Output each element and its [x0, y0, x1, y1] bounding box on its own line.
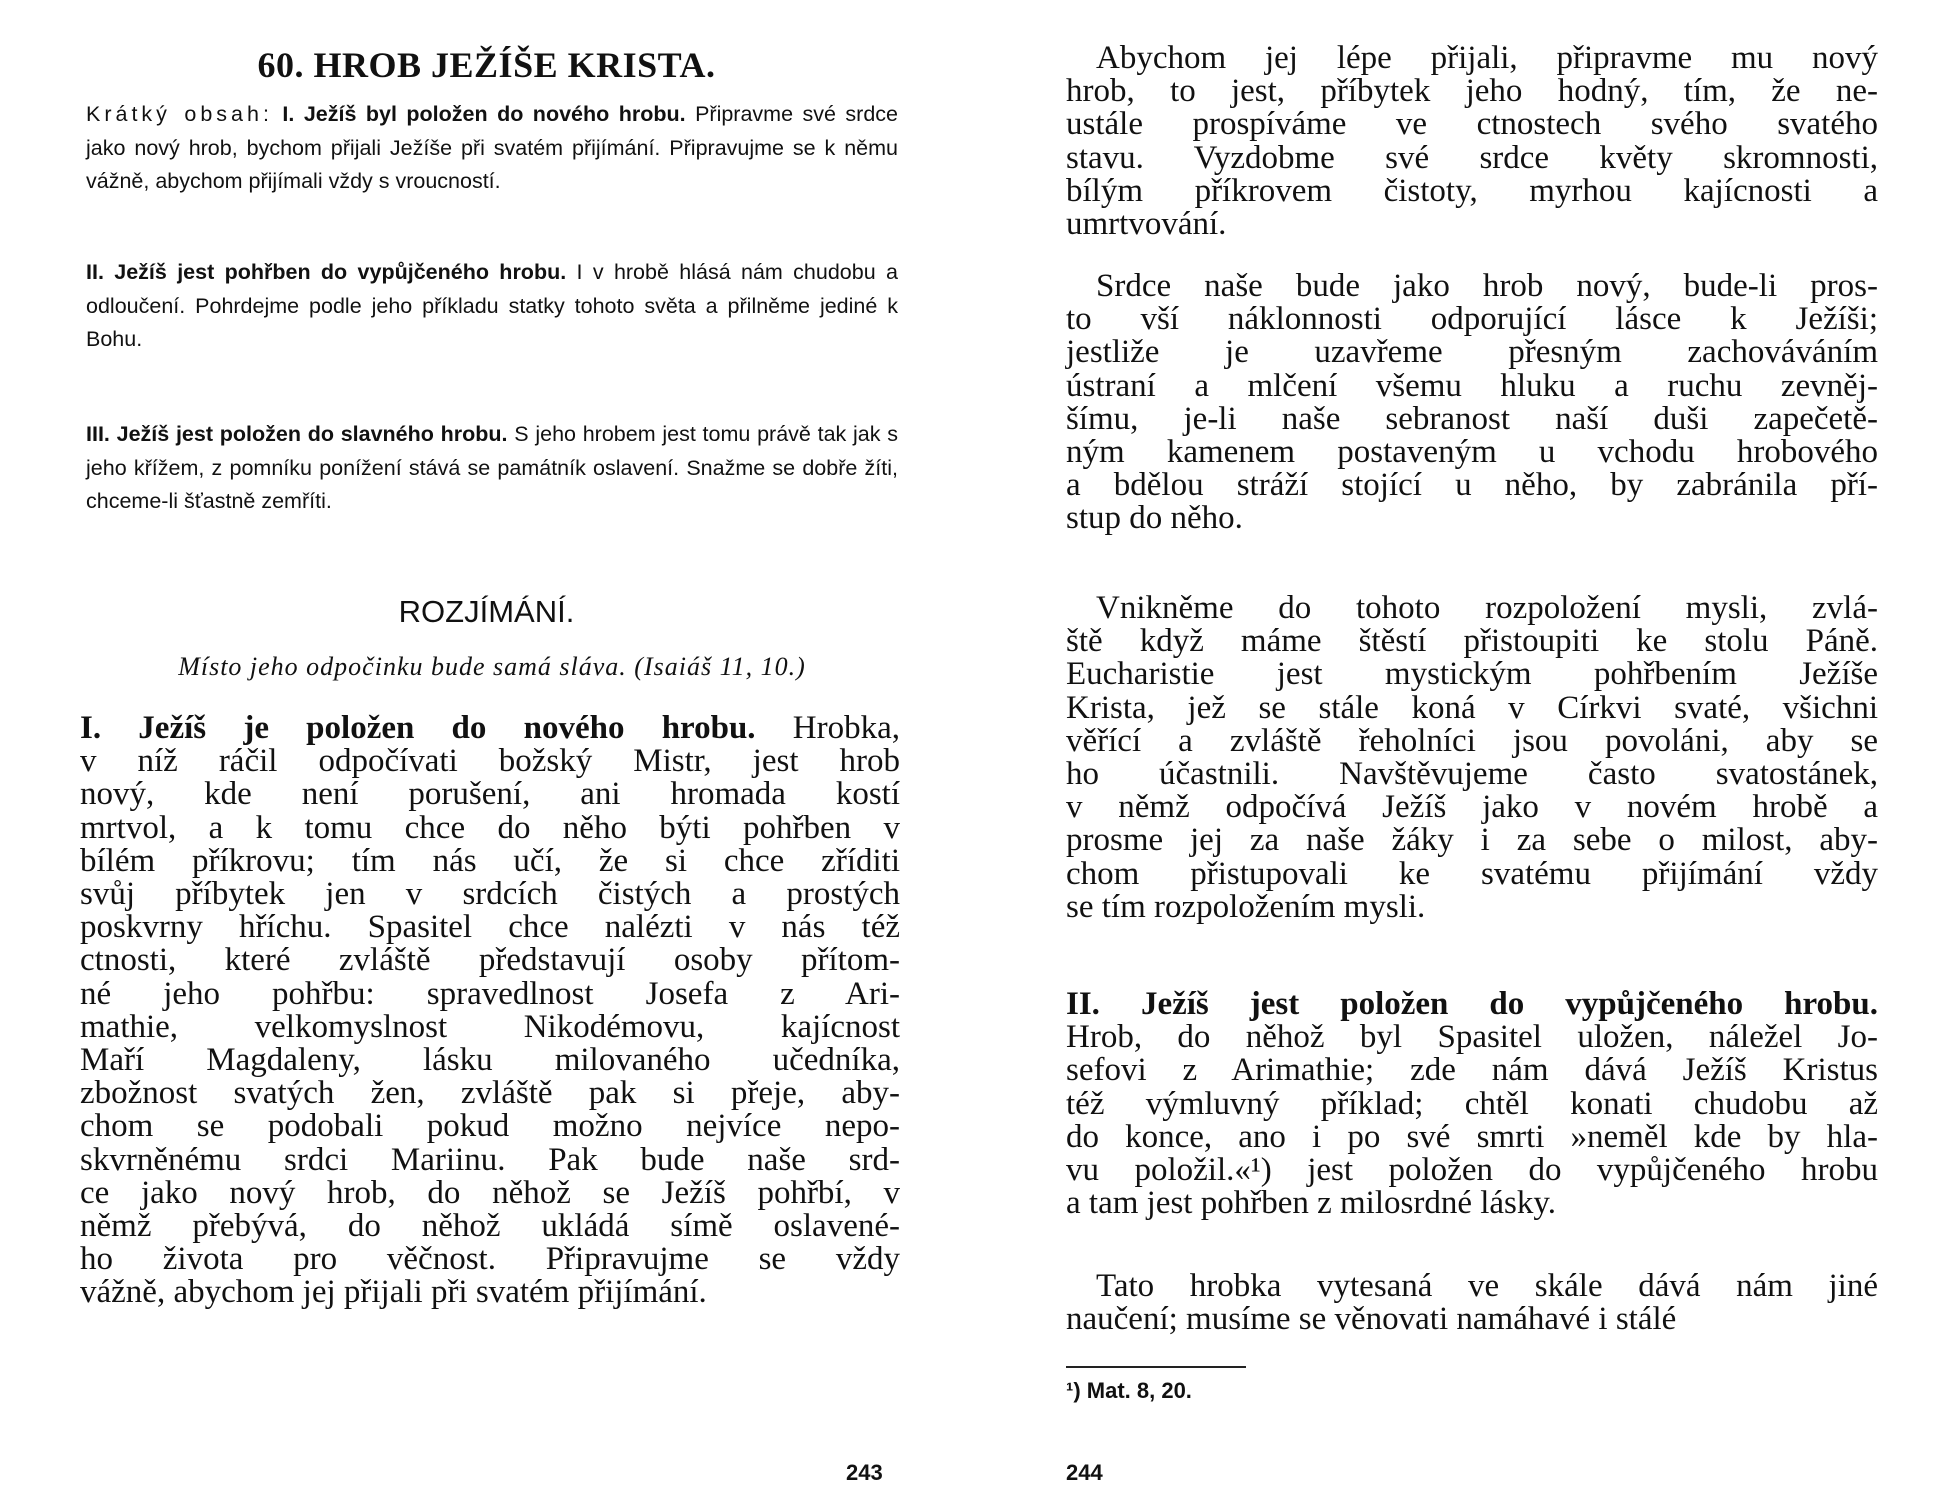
line-text: němž přebývá, do něhož ukládá símě oslavené- — [80, 1208, 900, 1245]
text-line — [1066, 1187, 1878, 1220]
line-text: ce jako nový hrob, do něhož se Ježíš pohřbí, v — [80, 1174, 900, 1211]
line-text: poskvrny hříchu. Spasitel chce nalézti v nás též — [80, 909, 900, 946]
summary-point-1 — [86, 98, 898, 199]
text-line — [1066, 855, 1878, 892]
text-line — [1066, 400, 1878, 437]
line-text: mathie, velkomyslnost Nikodémovu, kajícnost — [80, 1008, 900, 1045]
text-line — [1066, 502, 1878, 535]
text-line — [80, 1110, 900, 1143]
text-line — [1066, 1054, 1878, 1087]
text-line — [1066, 625, 1878, 658]
text-line — [1066, 303, 1878, 336]
line-text: vu položil.«¹) jest položen do vypůjčeného hrobu — [1066, 1152, 1878, 1189]
text-line — [80, 975, 900, 1012]
paragraph — [1066, 592, 1878, 924]
page-number: 243 — [846, 1460, 883, 1485]
text-line — [1066, 336, 1878, 369]
text-line — [1066, 689, 1878, 726]
text-line — [1066, 592, 1878, 625]
text-line — [80, 1174, 900, 1211]
line-text: Hrob, do něhož byl Spasitel uložen, náležel Jo- — [1066, 1019, 1878, 1056]
text-line — [1066, 658, 1878, 691]
text-line — [1066, 108, 1878, 141]
line-text: Krista, jež se stále koná v Církvi svaté, všichni — [1066, 689, 1878, 726]
paragraph — [1066, 988, 1878, 1220]
line-text: sefovi z Arimathie; zde nám dává Ježíš Kristus — [1066, 1052, 1878, 1089]
bold-heading: I. Ježíš je položen do nového hrobu. — [80, 710, 756, 746]
text-line — [80, 1276, 900, 1309]
line-text: Srdce naše bude jako hrob nový, bude-li pros- — [1096, 268, 1878, 304]
line-text: v němž odpočívá Ježíš jako v novém hrobě a — [1066, 789, 1878, 826]
line-text: Eucharistie jest mystickým pohřbením Ježíše — [1066, 656, 1878, 693]
text-line — [80, 1243, 900, 1276]
text-line — [1066, 791, 1878, 824]
page-number: 244 — [1066, 1460, 1103, 1485]
text-line — [80, 745, 900, 778]
right-page — [973, 0, 1946, 1500]
chapter-title: 60. HROB JEŽÍŠE KRISTA. — [257, 45, 716, 85]
text-line — [80, 1008, 900, 1045]
line-text: to vší náklonnosti odporující lásce k Ježíši; — [1066, 301, 1878, 338]
text-line — [80, 712, 900, 745]
text-line — [1066, 1085, 1878, 1122]
text-line — [1066, 1118, 1878, 1155]
footnote: ¹) Mat. 8, 20. — [1066, 1378, 1192, 1403]
section-heading: ROZJÍMÁNÍ. — [398, 594, 575, 629]
line-text: ným kamenem postaveným u vchodu hrobového — [1066, 434, 1878, 471]
text-line — [1066, 469, 1878, 502]
summary-point-3 — [86, 418, 898, 519]
text-line — [1066, 1270, 1878, 1303]
line-text: stavu. Vyzdobme své srdce květy skromnosti, — [1066, 139, 1878, 176]
line-text: vážně, abychom jej přijali při svatém přijímání. — [80, 1274, 707, 1311]
line-text: šímu, je-li naše sebranost naší duši zapečetě- — [1066, 400, 1878, 437]
text-line — [80, 944, 900, 977]
summary-point-3-heading: III. Ježíš jest položen do slavného hrobu. — [86, 422, 508, 446]
summary-point-2 — [86, 256, 898, 357]
line-text: nový, kde není porušení, ani hromada kostí — [80, 776, 900, 813]
summary-point-3-text: S jeho hrobem jest tomu právě tak jak s jeho křížem, z pomníku ponížení stává se památník oslavení. Snažme se dobře žíti, chceme-li šťastně zemříti. — [86, 422, 898, 513]
meditation-text — [80, 712, 900, 1310]
line-text: se tím rozpoložením mysli. — [1066, 888, 1426, 925]
line-text: mrtvol, a k tomu chce do něho býti pohřben v — [80, 809, 900, 846]
line-text: též výmluvný příklad; chtěl konati chudobu až — [1066, 1085, 1878, 1122]
text-line — [80, 911, 900, 944]
line-text: chom přistupovali ke svatému přijímání vždy — [1066, 855, 1878, 892]
line-text: ustále prospíváme ve ctnostech svého svatého — [1066, 106, 1878, 143]
text-line — [1066, 1021, 1878, 1054]
text-line — [1066, 42, 1878, 75]
line-text: naučení; musíme se věnovati namáhavé i stálé — [1066, 1301, 1677, 1338]
text-line — [1066, 367, 1878, 404]
line-text: jestliže je uzavřeme přesným zachováváním — [1066, 334, 1878, 371]
line-text: Vnikněme do tohoto rozpoložení mysli, zvlá- — [1096, 590, 1878, 626]
line-text: chom se podobali pokud možno nejvíce nepo- — [80, 1108, 900, 1145]
line-text: ho života pro věčnost. Připravujme se vždy — [80, 1241, 900, 1278]
line-text: svůj příbytek jen v srdcích čistých a prostých — [80, 876, 900, 913]
line-text: umrtvování. — [1066, 206, 1227, 243]
line-text: hrob, to jest, příbytek jeho hodný, tím, že ne- — [1066, 73, 1878, 110]
paragraph — [1066, 270, 1878, 536]
line-text: skvrněnému srdci Mariinu. Pak bude naše srd- — [80, 1141, 900, 1178]
text-line — [1066, 722, 1878, 759]
line-text: věřící a zvláště řeholníci jsou povoláni, aby se — [1066, 722, 1878, 759]
line-text: ctnosti, které zvláště představují osoby přítom- — [80, 942, 900, 979]
line-text: bílém příkrovu; tím nás učí, že si chce zříditi — [80, 842, 900, 879]
summary-point-1-heading: I. Ježíš byl položen do nového hrobu. — [282, 102, 686, 126]
footnote-divider — [1066, 1366, 1246, 1368]
line-text: prosme jej za naše žáky i za sebe o milost, aby- — [1066, 822, 1878, 859]
text-line — [1066, 1303, 1878, 1336]
line-text: a bdělou stráží stojící u něho, by zabránila pří- — [1066, 467, 1878, 504]
text-line — [80, 842, 900, 879]
line-text: v níž ráčil odpočívati božský Mistr, jest hrob — [80, 743, 900, 780]
text-line — [1066, 988, 1878, 1021]
line-text: Abychom jej lépe přijali, připravme mu nový — [1096, 40, 1878, 76]
text-line — [80, 778, 900, 811]
line-text: stup do něho. — [1066, 500, 1243, 537]
text-line — [1066, 139, 1878, 176]
text-line — [80, 1141, 900, 1178]
paragraph — [1066, 1270, 1878, 1336]
line-text: ště když máme štěstí přistoupiti ke stolu Páně. — [1066, 623, 1878, 660]
line-text: ústraní a mlčení všemu hluku a ruchu zevněj- — [1066, 367, 1878, 404]
text-line — [1066, 208, 1878, 241]
text-line — [1066, 75, 1878, 108]
text-line — [1066, 270, 1878, 303]
line-text: né jeho pohřbu: spravedlnost Josefa z Ari- — [80, 975, 900, 1012]
text-line — [80, 1044, 900, 1077]
text-line — [80, 1210, 900, 1243]
summary-point-2-heading: II. Ježíš jest pohřben do vypůjčeného hrobu. — [86, 260, 567, 284]
line-text: ho účastnili. Navštěvujeme často svatostánek, — [1066, 756, 1878, 793]
text-line — [80, 1077, 900, 1110]
summary-label: Krátký obsah: — [86, 102, 273, 126]
bold-heading: II. Ježíš jest položen do vypůjčeného hrobu. — [1066, 986, 1878, 1022]
text-line — [1066, 824, 1878, 857]
line-text: Tato hrobka vytesaná ve skále dává nám jiné — [1096, 1268, 1878, 1304]
text-line — [1066, 1154, 1878, 1187]
line-text: Hrobka, — [755, 710, 900, 746]
line-text: bílým příkrovem čistoty, myrhou kajícnosti a — [1066, 172, 1878, 209]
text-line — [1066, 172, 1878, 209]
summary-point-1-text: Připravme své srdce jako nový hrob, bychom přijali Ježíše při svatém přijímání. Připravujme se k němu vážně, abychom přijímali vždy s vroucností. — [86, 102, 898, 193]
text-line — [1066, 888, 1878, 925]
text-line — [1066, 758, 1878, 791]
epigraph: Místo jeho odpočinku bude samá sláva. (Isaiáš 11, 10.) — [178, 652, 806, 681]
line-text: do konce, ano i po své smrti »neměl kde by hla- — [1066, 1118, 1878, 1155]
line-text: a tam jest pohřben z milosrdné lásky. — [1066, 1185, 1556, 1222]
line-text: zbožnost svatých žen, zvláště pak si přeje, aby- — [80, 1075, 900, 1112]
paragraph — [1066, 42, 1878, 241]
summary-point-2-text: I v hrobě hlásá nám chudobu a odloučení. Pohrdejme podle jeho příkladu statky tohoto světa a přilněme jediné k Bohu. — [86, 260, 898, 351]
text-line — [1066, 436, 1878, 469]
line-text: Maří Magdaleny, lásku milovaného učedníka, — [80, 1042, 900, 1079]
text-line — [80, 809, 900, 846]
text-line — [80, 878, 900, 911]
